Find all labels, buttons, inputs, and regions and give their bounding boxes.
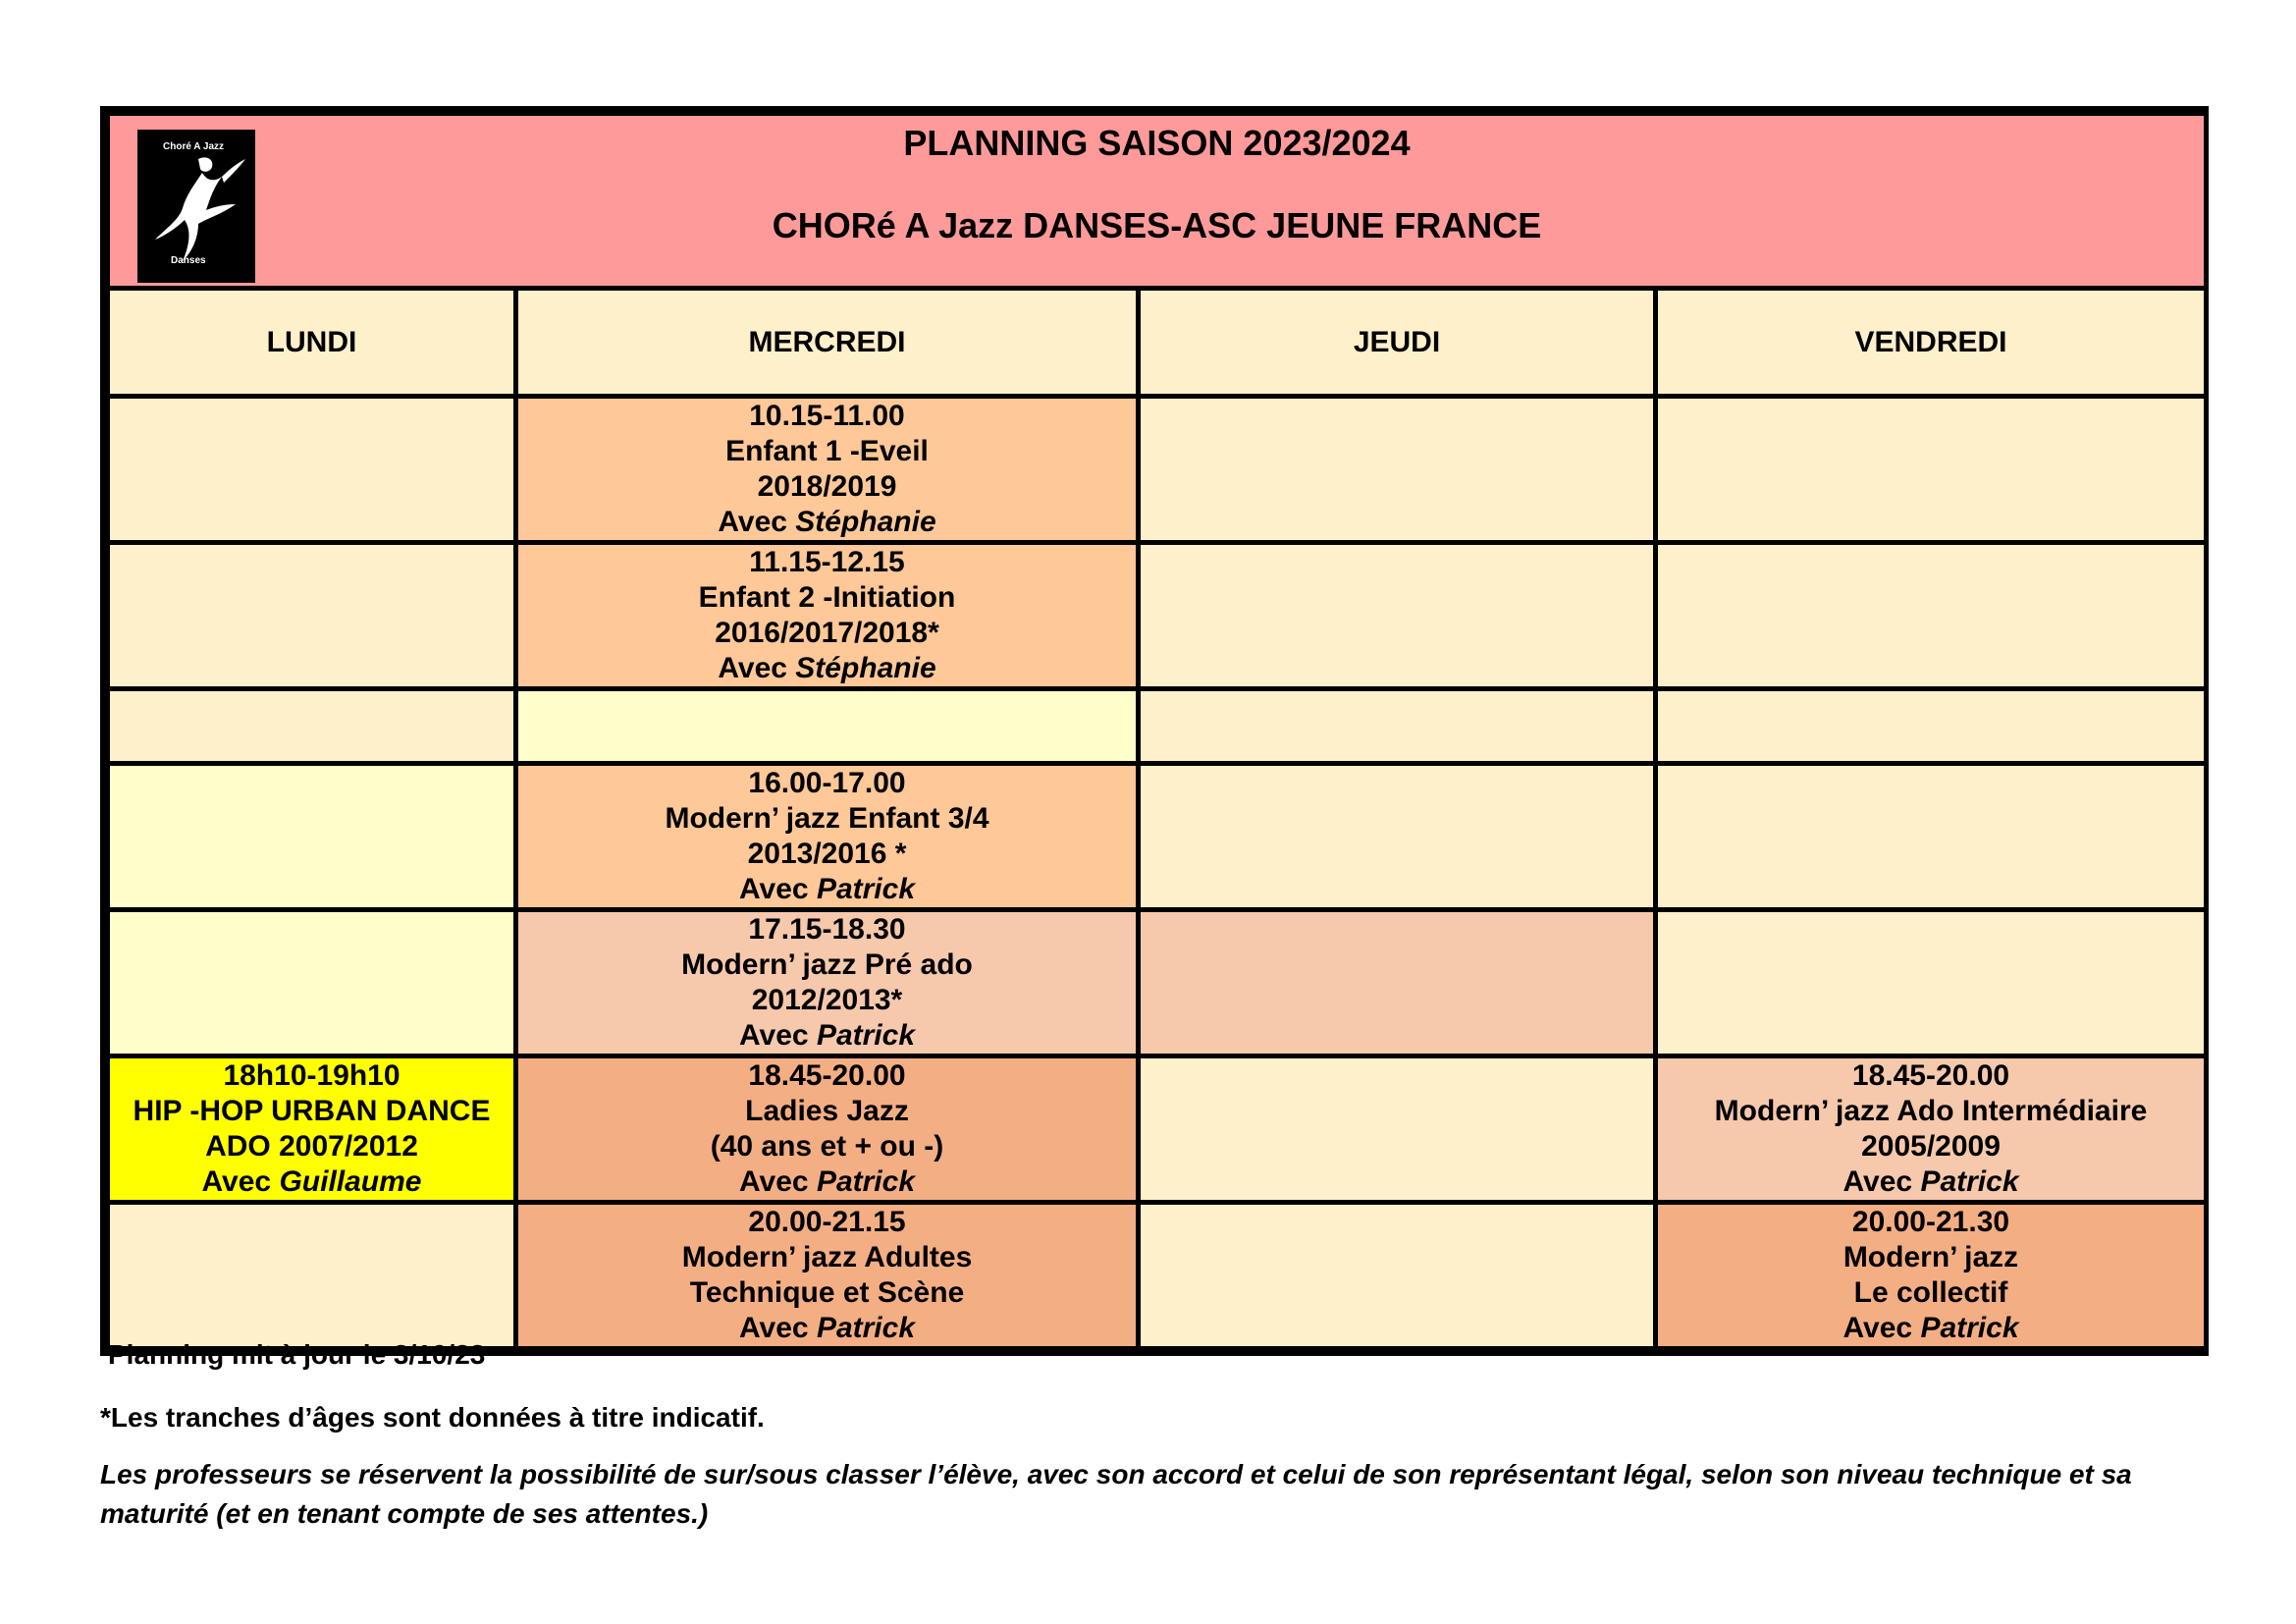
course-teacher-line	[518, 651, 1136, 686]
course-name: Modern’ jazz Pré ado	[681, 948, 973, 981]
course-time: 20.00-21.30	[1851, 1206, 2010, 1238]
schedule-row	[108, 1203, 2207, 1349]
svg-text:Choré A Jazz: Choré A Jazz	[163, 141, 225, 152]
course-time: 16.00-17.00	[748, 767, 906, 799]
teacher-prefix: Avec	[201, 1165, 272, 1198]
course-time: 18.45-20.00	[1851, 1059, 2010, 1092]
schedule-cell	[108, 764, 516, 910]
footer-updated: Planning mit à jour le 3/10/23	[108, 1339, 486, 1370]
schedule-cell	[1139, 764, 1656, 910]
planning-sheet	[100, 106, 2209, 1356]
course-name: Modern’ jazz Ado Intermédiaire	[1714, 1095, 2148, 1127]
course-years: 2016/2017/2018*	[715, 617, 939, 649]
footer-teachers-note: Les professeurs se réservent la possibilité de sur/sous classer l’élève, avec son accord et celui de son représentant légal, selon son niveau technique et sa maturité (et en tenant compte de ses attentes.)	[100, 1459, 2132, 1529]
header-banner	[108, 114, 2207, 289]
teacher-prefix: Avec	[738, 873, 809, 905]
course-name: Modern’ jazz Adultes	[681, 1241, 973, 1273]
course-teacher-line	[110, 1164, 513, 1200]
course-teacher-line	[518, 1164, 1136, 1200]
schedule-cell	[1656, 543, 2207, 689]
course-years: 2005/2009	[1861, 1130, 2001, 1163]
planning-table	[105, 111, 2209, 1351]
course-name: HIP -HOP URBAN DANCE	[133, 1095, 491, 1127]
schedule-cell	[516, 1203, 1139, 1349]
course-name: Enfant 1 -Eveil	[725, 435, 929, 467]
schedule-cell	[1139, 1056, 1656, 1203]
schedule-cell	[1656, 910, 2207, 1056]
schedule-cell	[1139, 910, 1656, 1056]
course-years: Technique et Scène	[689, 1276, 965, 1309]
schedule-cell	[516, 543, 1139, 689]
teacher-prefix: Avec	[738, 1312, 809, 1344]
day-header-vendredi: VENDREDI	[1656, 289, 2207, 397]
teacher-name: Patrick	[816, 1019, 916, 1052]
course-time: 10.15-11.00	[749, 400, 905, 432]
course-time: 20.00-21.15	[748, 1206, 906, 1238]
teacher-name: Patrick	[816, 1165, 916, 1198]
teacher-name: Guillaume	[279, 1165, 422, 1198]
course-time: 17.15-18.30	[748, 913, 906, 946]
teacher-name: Patrick	[816, 1312, 916, 1344]
course-time: 18.45-20.00	[748, 1059, 906, 1092]
course-years: 2012/2013*	[751, 984, 903, 1016]
course-teacher-line	[518, 505, 1136, 540]
schedule-cell	[108, 1056, 516, 1203]
schedule-cell	[516, 910, 1139, 1056]
teacher-name: Stéphanie	[795, 652, 936, 684]
course-years: (40 ans et + ou -)	[710, 1130, 944, 1163]
teacher-name: Stéphanie	[795, 506, 936, 538]
schedule-cell	[1656, 397, 2207, 543]
schedule-cell	[1139, 689, 1656, 764]
teacher-prefix: Avec	[1842, 1312, 1913, 1344]
schedule-cell	[1139, 397, 1656, 543]
teacher-name: Patrick	[1920, 1312, 2019, 1344]
schedule-cell	[516, 689, 1139, 764]
course-teacher-line	[518, 1018, 1136, 1054]
schedule-row	[108, 764, 2207, 910]
schedule-cell	[516, 397, 1139, 543]
schedule-cell	[1656, 689, 2207, 764]
course-teacher-line	[1658, 1311, 2204, 1346]
schedule-row	[108, 543, 2207, 689]
teacher-prefix: Avec	[738, 1019, 809, 1052]
course-time: 11.15-12.15	[749, 546, 905, 578]
course-name: Modern’ jazz	[1842, 1241, 2019, 1273]
course-name: Enfant 2 -Initiation	[698, 581, 956, 614]
schedule-cell	[1139, 1203, 1656, 1349]
schedule-cell	[108, 1203, 516, 1349]
schedule-row	[108, 910, 2207, 1056]
schedule-row	[108, 689, 2207, 764]
course-years: 2013/2016 *	[747, 838, 907, 870]
course-name: Ladies Jazz	[745, 1095, 909, 1127]
schedule-cell	[516, 1056, 1139, 1203]
title-line-2: CHORé A Jazz DANSES-ASC JEUNE FRANCE	[772, 205, 1542, 245]
schedule-cell	[108, 910, 516, 1056]
course-teacher-line	[518, 1311, 1136, 1346]
course-time: 18h10-19h10	[223, 1059, 400, 1092]
teacher-name: Patrick	[816, 873, 916, 905]
course-teacher-line	[1658, 1164, 2204, 1200]
schedule-row	[108, 1056, 2207, 1203]
day-header-lundi: LUNDI	[108, 289, 516, 397]
teacher-prefix: Avec	[718, 506, 787, 538]
course-years: Le collectif	[1853, 1276, 2008, 1309]
schedule-cell	[108, 543, 516, 689]
schedule-cell	[1139, 543, 1656, 689]
course-years: ADO 2007/2012	[205, 1130, 418, 1163]
title-line-1: PLANNING SAISON 2023/2024	[903, 123, 1411, 163]
footer-age-note: *Les tranches d’âges sont données à titre indicatif.	[100, 1402, 765, 1433]
course-years: 2018/2019	[757, 470, 897, 503]
svg-text:Danses: Danses	[171, 255, 206, 266]
schedule-cell	[516, 764, 1139, 910]
teacher-prefix: Avec	[718, 652, 787, 684]
teacher-name: Patrick	[1920, 1165, 2019, 1198]
schedule-row	[108, 397, 2207, 543]
course-name: Modern’ jazz Enfant 3/4	[665, 802, 989, 835]
schedule-cell	[1656, 764, 2207, 910]
day-header-jeudi: JEUDI	[1139, 289, 1656, 397]
teacher-prefix: Avec	[1842, 1165, 1913, 1198]
course-teacher-line	[518, 872, 1136, 907]
schedule-cell	[1656, 1056, 2207, 1203]
schedule-cell	[108, 689, 516, 764]
teacher-prefix: Avec	[738, 1165, 809, 1198]
schedule-cell	[108, 397, 516, 543]
day-header-mercredi: MERCREDI	[516, 289, 1139, 397]
schedule-cell	[1656, 1203, 2207, 1349]
